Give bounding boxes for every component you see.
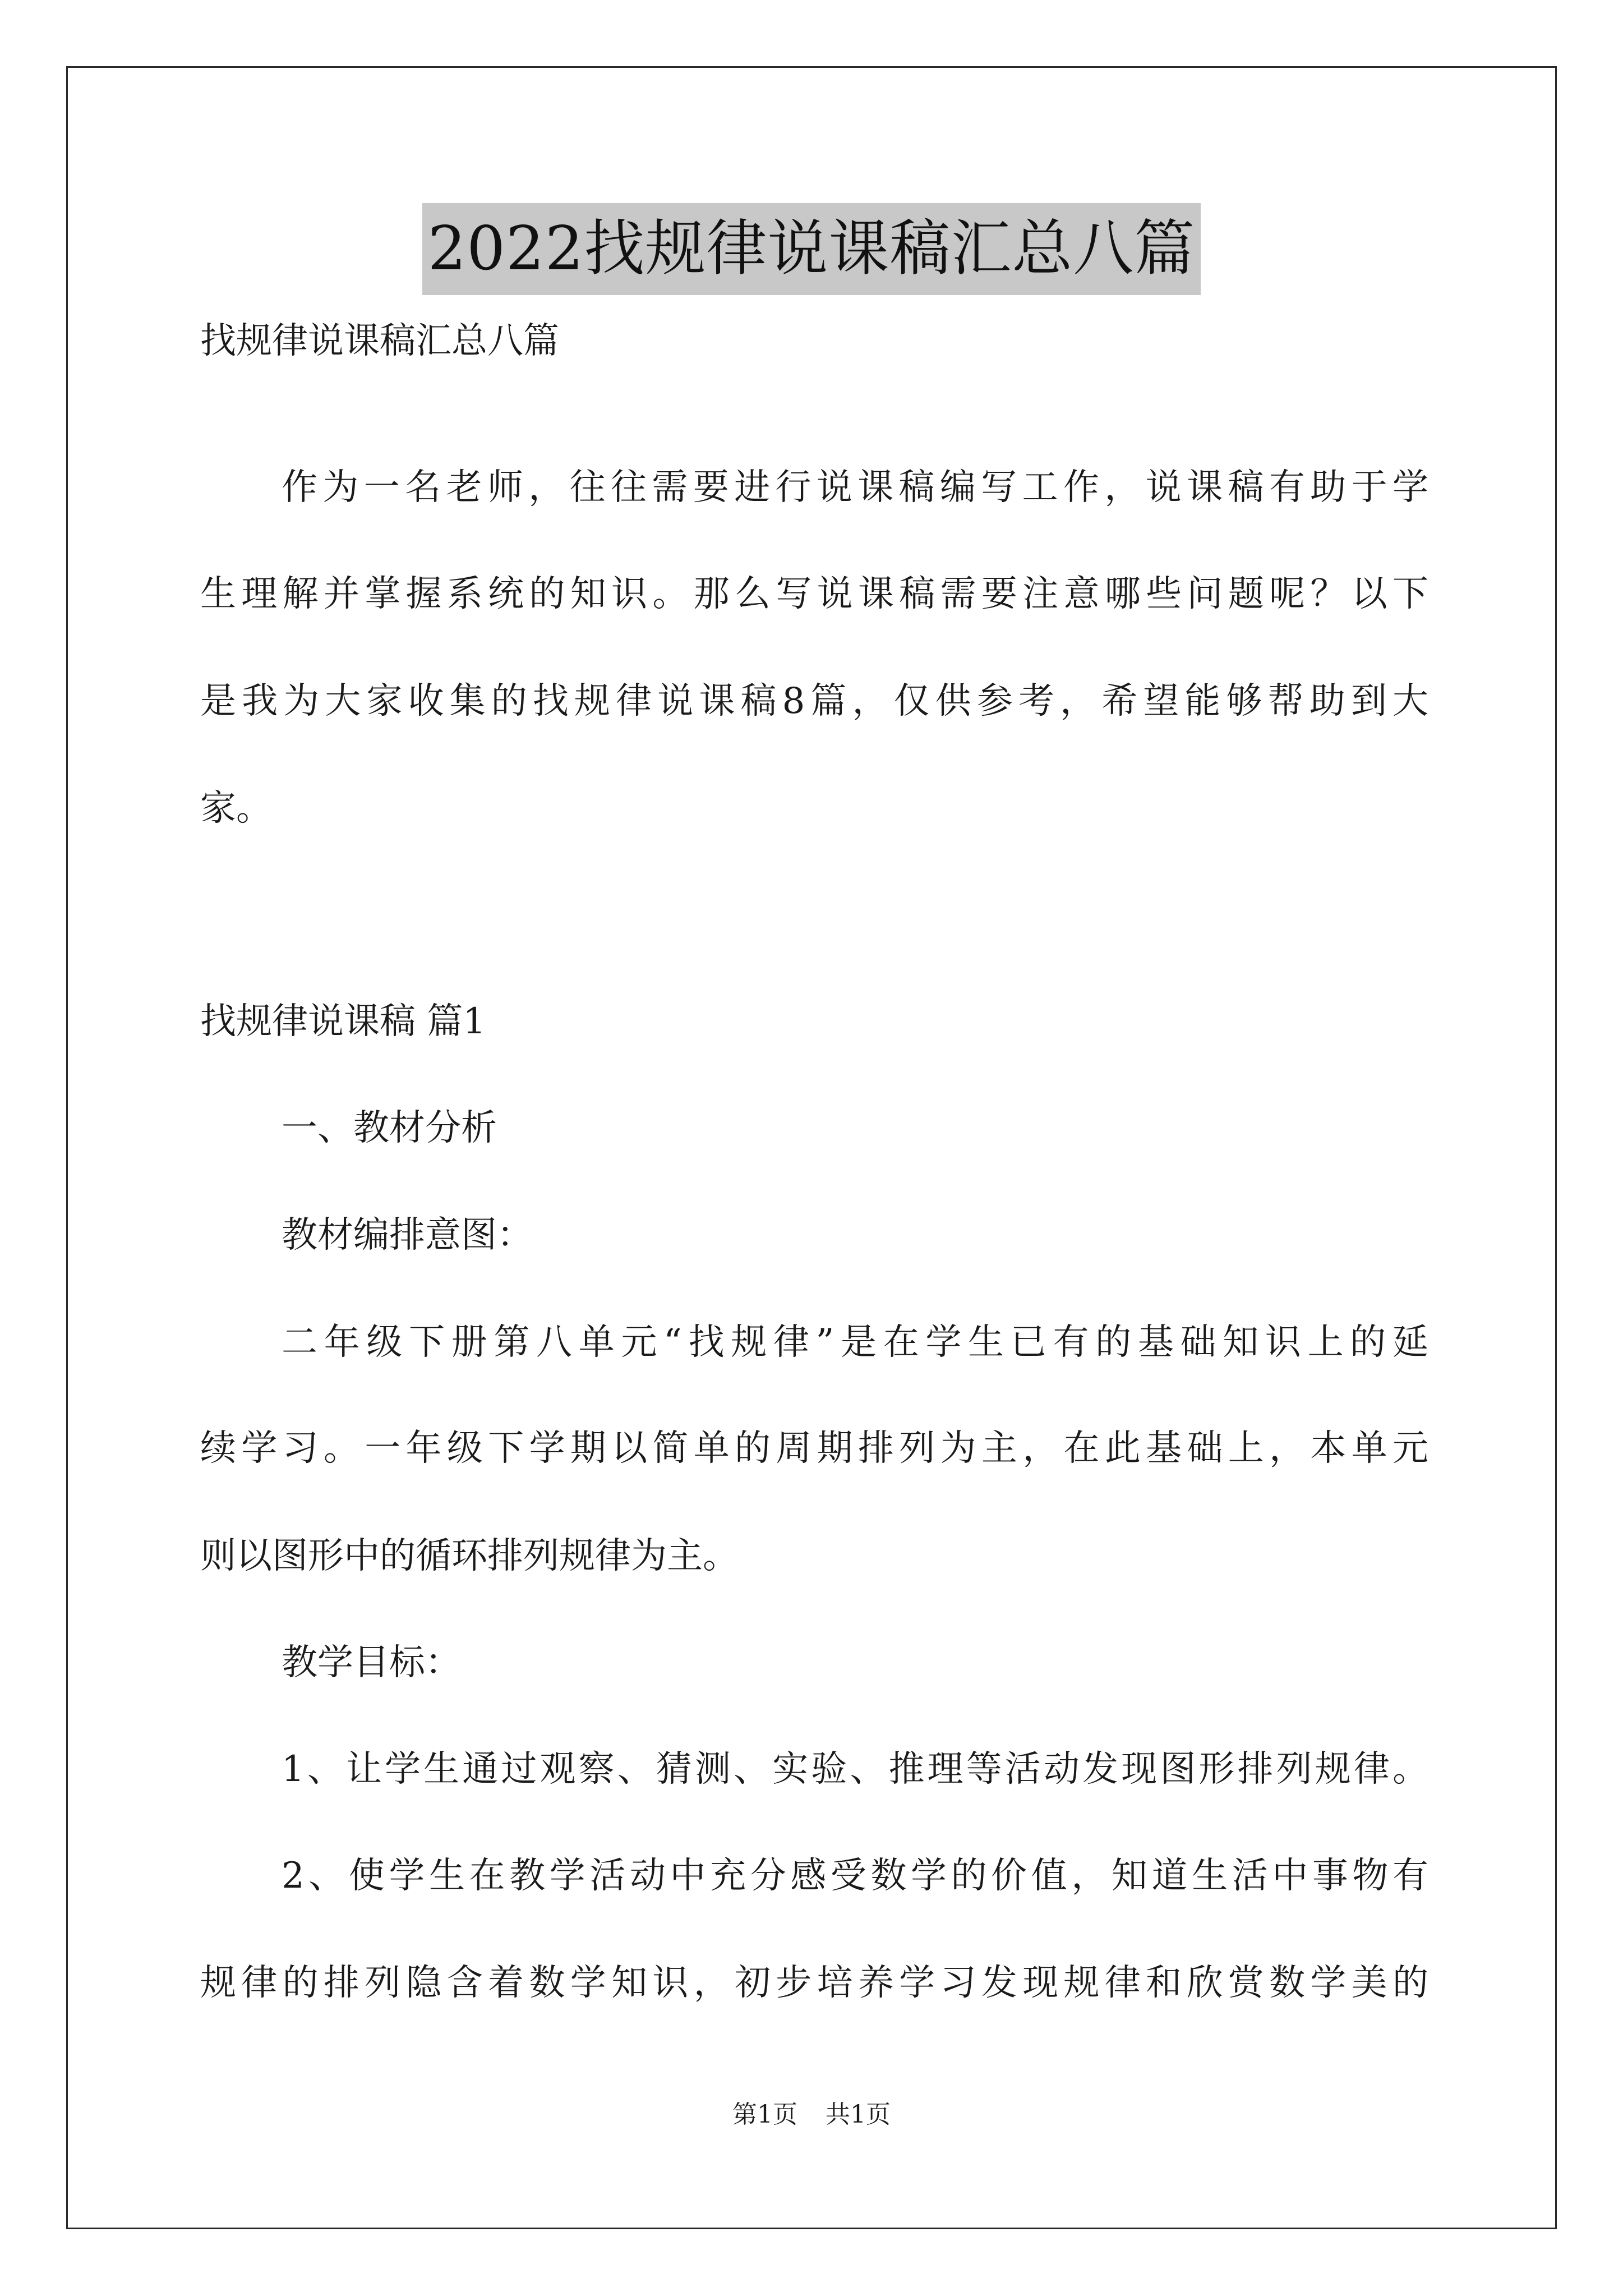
paragraph-line: 则以图形中的循环排列规律为主。 xyxy=(200,1535,739,1577)
page-footer xyxy=(0,2098,1623,2132)
paragraph-line: 教学目标： xyxy=(282,1642,461,1683)
paragraph-line: 家。 xyxy=(200,788,272,829)
list-item: 规律的排列隐含着数学知识，初步培养学习发现规律和欣赏数学美的 xyxy=(200,1962,1428,2004)
list-item: 2、使学生在教学活动中充分感受数学的价值，知道生活中事物有 xyxy=(282,1855,1428,1897)
list-item: 1、让学生通过观察、猜测、实验、推理等活动发现图形排列规律。 xyxy=(282,1749,1428,1790)
paragraph-line: 生理解并掌握系统的知识。那么写说课稿需要注意哪些问题呢？以下 xyxy=(200,573,1428,615)
subsection-heading: 一、教材分析 xyxy=(282,1107,497,1149)
page-total: 共1页 xyxy=(826,2100,891,2129)
document-title: 2022找规律说课稿汇总八篇 xyxy=(422,203,1201,295)
title-container xyxy=(0,203,1623,295)
subtitle-line: 找规律说课稿汇总八篇 xyxy=(200,320,559,362)
section-heading: 找规律说课稿 篇1 xyxy=(200,1001,486,1042)
paragraph-line: 是我为大家收集的找规律说课稿8篇，仅供参考，希望能够帮助到大 xyxy=(200,680,1428,722)
paragraph-line: 二年级下册第八单元“找规律”是在学生已有的基础知识上的延 xyxy=(282,1322,1428,1363)
paragraph-line: 教材编排意图： xyxy=(282,1214,533,1256)
page-number: 第1页 xyxy=(732,2100,797,2129)
paragraph-line: 作为一名老师，往往需要进行说课稿编写工作，说课稿有助于学 xyxy=(282,467,1428,508)
paragraph-line: 续学习。一年级下学期以简单的周期排列为主，在此基础上，本单元 xyxy=(200,1428,1428,1469)
